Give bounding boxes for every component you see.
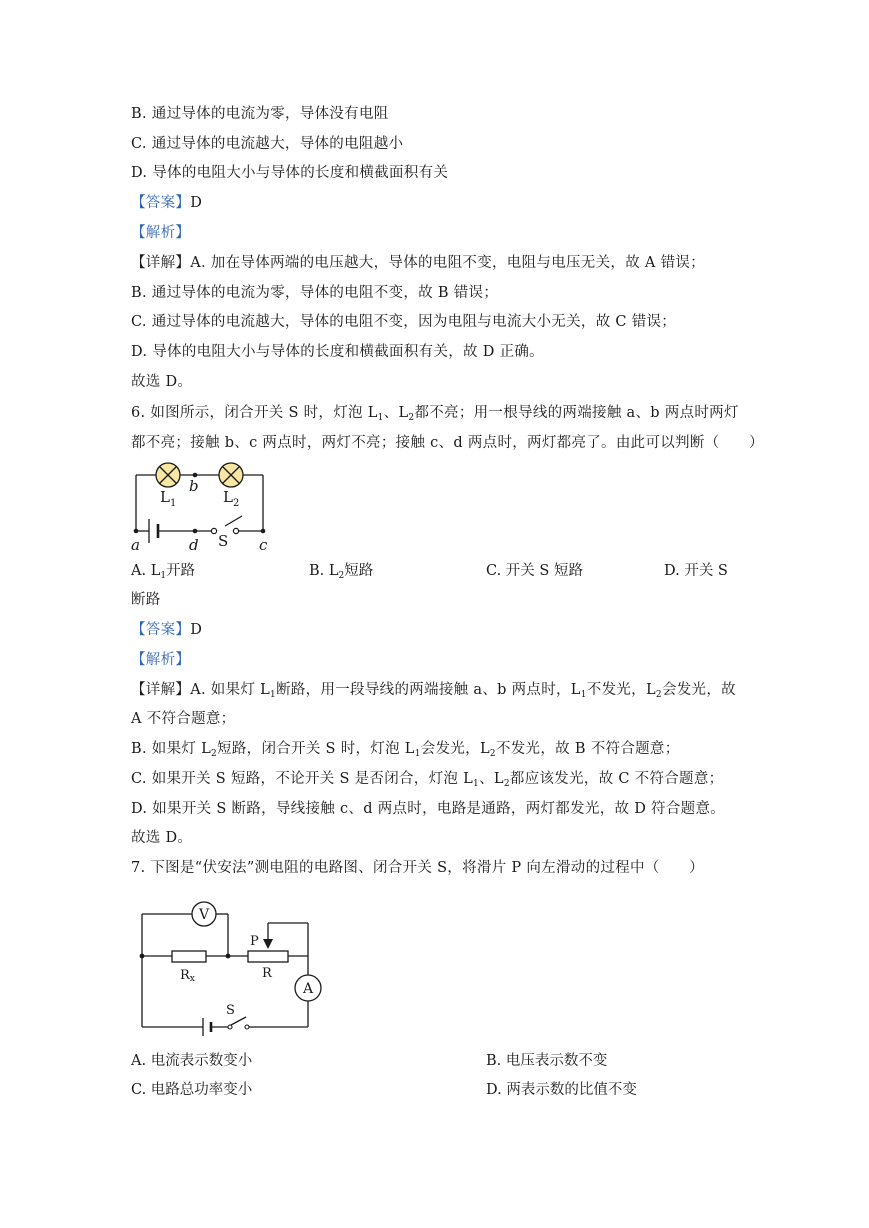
detail-text: 都应该发光，故 C 不符合题意； — [509, 771, 724, 787]
q6-detail-b — [131, 739, 680, 759]
q5-detail-b: B. 通过导体的电流为零，导体的电阻不变，故 B 错误； — [131, 285, 499, 301]
q6-option-d: D. 开关 S — [664, 563, 728, 579]
detail-text: C. 如果开关 S 短路，不论开关 S 是否闭合，灯泡 L — [131, 771, 474, 787]
stem-text: 6. 如图所示，闭合开关 S 时，灯泡 L — [131, 405, 378, 421]
subscript: 2 — [211, 749, 218, 759]
stem-text: 都不亮；用一根导线的两端接触 a、b 两点时两灯 — [414, 405, 739, 421]
junction-dot — [226, 954, 231, 959]
subscript: 1 — [414, 749, 421, 759]
q6-option-a — [131, 561, 195, 581]
detail-text: A. 如果灯 L — [190, 682, 271, 698]
q5-detail-c: C. 通过导体的电流越大，导体的电阻不变，因为电阻与电流大小无关，故 C 错误； — [131, 314, 677, 330]
option-text: B. L — [309, 563, 339, 579]
detail-tag: 【详解】 — [131, 255, 191, 271]
q5-detail-a — [131, 253, 705, 273]
option-text: 短路 — [344, 563, 374, 579]
detail-text: 断路，用一段导线的两端接触 a、b 两点时，L — [276, 682, 581, 698]
q5-detail-d: D. 导体的电阻大小与导体的长度和横截面积有关，故 D 正确。 — [131, 344, 544, 360]
subscript: 1 — [580, 690, 587, 700]
detail-text: 不发光，故 B 不符合题意； — [495, 741, 680, 757]
junction-dot-c — [261, 529, 266, 534]
junction-dot — [140, 954, 145, 959]
subscript: 2 — [655, 690, 662, 700]
q6-option-c: C. 开关 S 短路 — [486, 563, 583, 579]
q7-circuit-diagram — [130, 896, 330, 1036]
q6-answer — [131, 620, 202, 640]
resistor-rx — [172, 951, 206, 962]
answer-tag: 【答案】 — [131, 195, 191, 211]
lamp-l1-label: $L_1$ — [160, 488, 177, 509]
detail-text: A. 加在导体两端的电压越大，导体的电阻不变，电阻与电压无关，故 A 错误； — [190, 255, 705, 271]
q5-analysis-tag: 【解析】 — [131, 225, 191, 241]
q6-detail-a-line1 — [131, 680, 736, 700]
switch-contact — [245, 1025, 249, 1029]
point-d-label: d — [189, 536, 199, 554]
subscript: 1 — [377, 413, 384, 423]
detail-text: 会发光，L — [420, 741, 490, 757]
switch-contact — [211, 528, 216, 533]
switch-contact — [233, 528, 238, 533]
detail-text: B. 如果灯 L — [131, 741, 212, 757]
q6-detail-c — [131, 769, 723, 789]
subscript: 1 — [270, 690, 277, 700]
point-b-label: b — [189, 477, 199, 495]
q6-stem-line1 — [131, 403, 739, 423]
q6-stem-line2: 都不亮；接触 b、c 两点时，两灯不亮；接触 c、d 两点时，两灯都亮了。由此可以判断（ ） — [131, 435, 764, 451]
rheostat-r — [248, 951, 288, 962]
q5-option-b: B. 通过导体的电流为零，导体没有电阻 — [131, 106, 389, 122]
rx-label: Rx — [180, 968, 195, 984]
p-label: P — [250, 934, 259, 949]
answer-value: D — [190, 622, 203, 638]
q6-conclusion: 故选 D。 — [131, 830, 193, 846]
q5-answer — [131, 193, 202, 213]
lamp-l2-icon — [219, 463, 243, 487]
junction-dot-d — [193, 529, 198, 534]
voltmeter-label: V — [198, 907, 210, 923]
subscript: 1 — [160, 571, 167, 581]
answer-value: D — [190, 195, 203, 211]
slider-arrow-icon — [263, 939, 273, 949]
subscript: 2 — [408, 413, 415, 423]
subscript: 2 — [338, 571, 345, 581]
q7-option-b: B. 电压表示数不变 — [486, 1053, 608, 1069]
subscript: 2 — [489, 749, 496, 759]
q6-option-b — [309, 561, 373, 581]
detail-text: 、L — [479, 771, 504, 787]
option-text: A. L — [131, 563, 161, 579]
q5-option-d: D. 导体的电阻大小与导体的长度和横截面积有关 — [131, 165, 449, 181]
q7-option-a: A. 电流表示数变小 — [131, 1053, 253, 1069]
q6-detail-d: D. 如果开关 S 断路，导线接触 c、d 两点时，电路是通路，两灯都发光，故 D 符合题意。 — [131, 801, 726, 817]
junction-dot-a — [134, 529, 139, 534]
ammeter-label: A — [302, 981, 314, 997]
q6-detail-a-line2: A 不符合题意； — [131, 711, 236, 727]
q6-analysis-tag: 【解析】 — [131, 652, 191, 668]
detail-tag: 【详解】 — [131, 682, 191, 698]
switch-s-label: S — [218, 532, 229, 550]
switch-s-label: S — [226, 1003, 235, 1018]
point-c-label: c — [259, 536, 268, 554]
point-a-label: a — [131, 536, 140, 554]
answer-tag: 【答案】 — [131, 622, 191, 638]
subscript: 2 — [503, 779, 510, 789]
q6-option-d-cont: 断路 — [131, 592, 161, 608]
detail-text: 会发光，故 — [661, 682, 736, 698]
lamp-l1-icon — [156, 463, 180, 487]
q7-option-c: C. 电路总功率变小 — [131, 1082, 253, 1098]
stem-text: 、L — [383, 405, 409, 421]
q7-option-d: D. 两表示数的比值不变 — [486, 1082, 637, 1098]
q5-option-c: C. 通过导体的电流越大，导体的电阻越小 — [131, 136, 404, 152]
q6-circuit-diagram — [125, 458, 285, 558]
lamp-l2-label: $L_2$ — [223, 488, 240, 509]
q5-conclusion: 故选 D。 — [131, 374, 193, 390]
r-label: R — [262, 966, 272, 981]
q7-stem: 7. 下图是“伏安法”测电阻的电路图、闭合开关 S，将滑片 P 向左滑动的过程中（ ） — [131, 860, 704, 876]
subscript: 1 — [473, 779, 480, 789]
detail-text: 短路，闭合开关 S 时，灯泡 L — [217, 741, 415, 757]
detail-text: 不发光，L — [586, 682, 656, 698]
switch-contact — [228, 1025, 232, 1029]
option-text: 开路 — [166, 563, 196, 579]
